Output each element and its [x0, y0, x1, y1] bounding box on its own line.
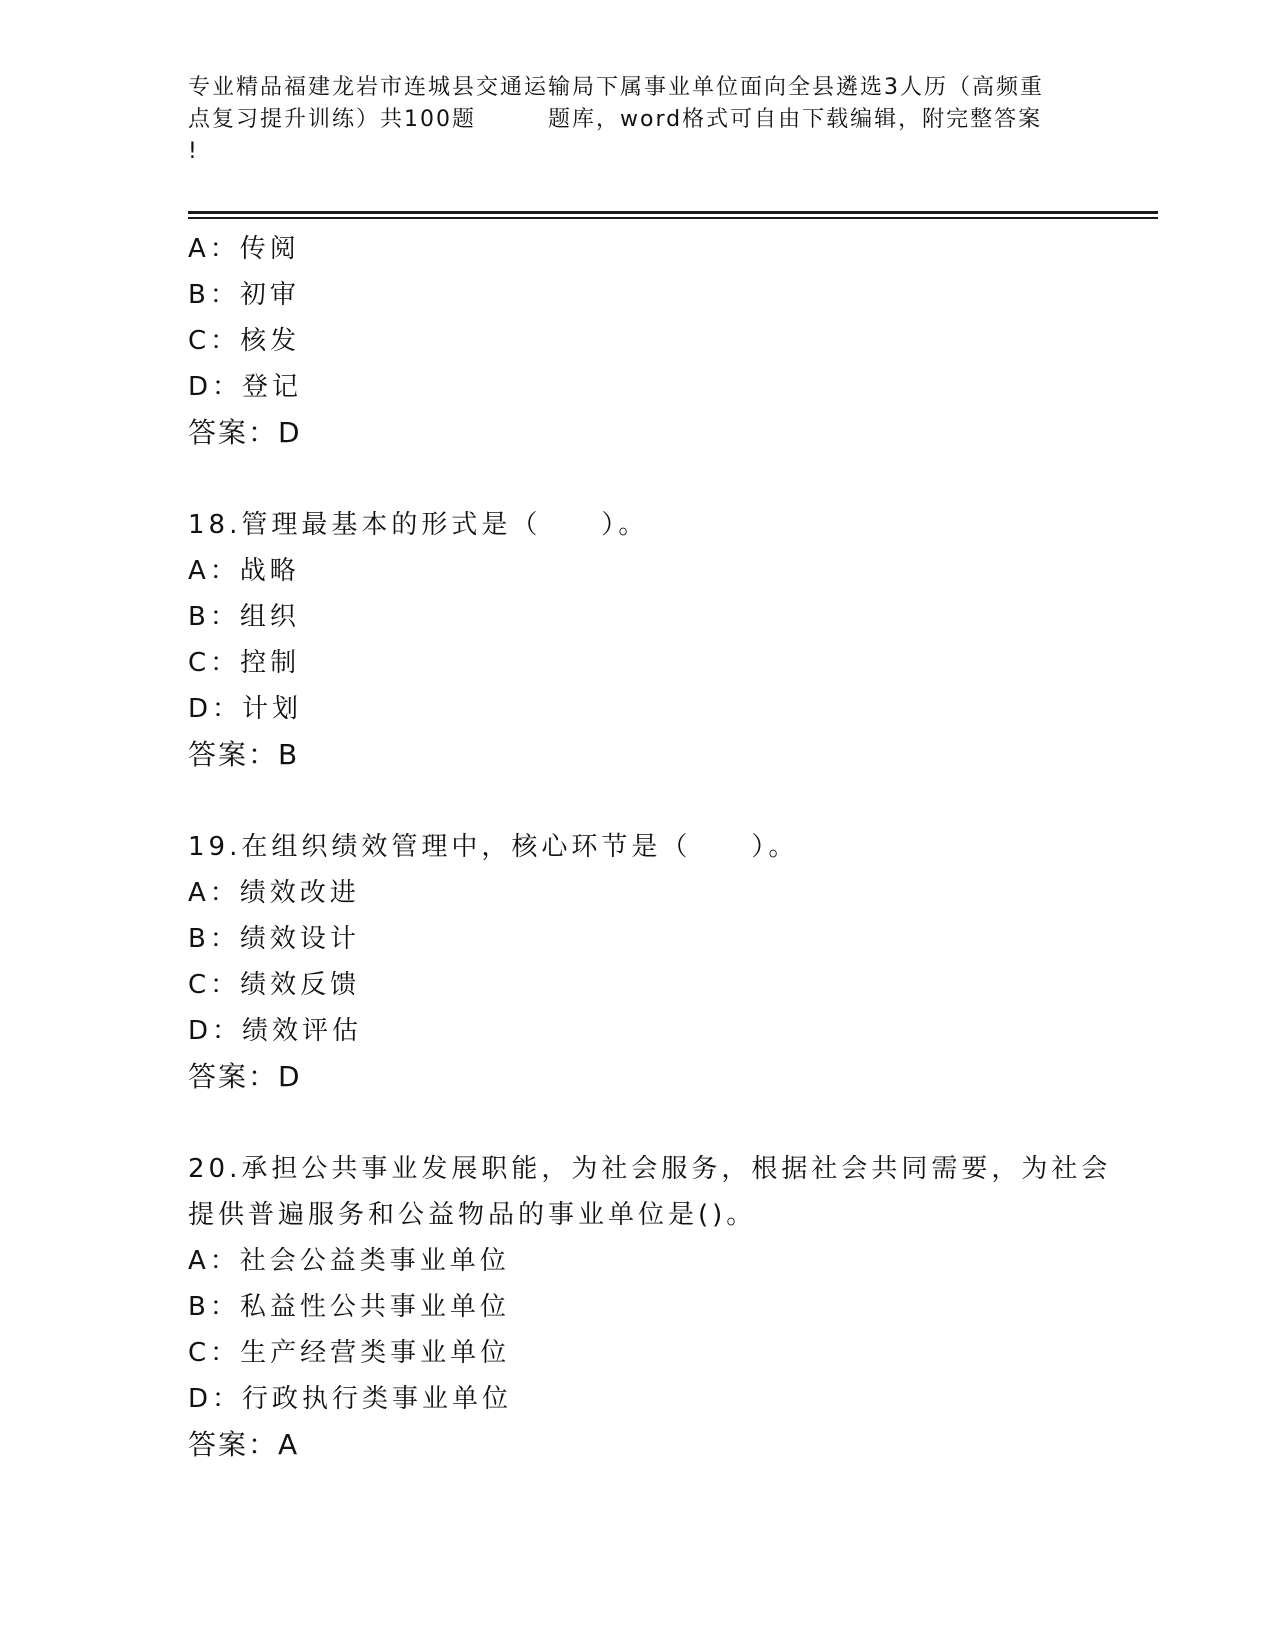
header-line-2b: 题库，word格式可自由下载编辑，附完整答案	[548, 107, 1043, 132]
question-stem	[188, 502, 1108, 548]
option-b: B：组织	[188, 602, 300, 632]
question-18	[188, 502, 1108, 778]
question-stem-line-1: 20.承担公共事业发展职能，为社会服务，根据社会共同需要，为社会	[188, 1154, 1112, 1184]
question-17	[188, 226, 1108, 456]
option-d: D：绩效评估	[188, 1016, 363, 1046]
option-d: D：行政执行类事业单位	[188, 1384, 513, 1414]
option-b: B：绩效设计	[188, 924, 360, 954]
header-line-2	[188, 104, 1098, 136]
question-stem-line-2: 提供普遍服务和公益物品的事业单位是()。	[188, 1200, 757, 1230]
document-header	[188, 72, 1098, 168]
question-list	[188, 226, 1112, 1468]
header-line-3: !	[188, 139, 199, 164]
option-d: D：登记	[188, 372, 303, 402]
question-stem-end: ）。	[601, 510, 649, 540]
option-c: C：控制	[188, 648, 301, 678]
option-d: D：计划	[188, 694, 303, 724]
option-a: A：战略	[188, 556, 300, 586]
answer-line: 答案：A	[188, 1428, 300, 1461]
option-a: A：传阅	[188, 234, 300, 264]
answer-line: 答案：B	[188, 738, 300, 771]
question-stem-start: 19.在组织绩效管理中，核心环节是（	[188, 832, 692, 862]
option-b: B：初审	[188, 280, 300, 310]
question-20	[188, 1146, 1112, 1468]
option-c: C：绩效反馈	[188, 970, 361, 1000]
header-line-1: 专业精品福建龙岩市连城县交通运输局下属事业单位面向全县遴选3人历（高频重	[188, 75, 1044, 100]
option-b: B：私益性公共事业单位	[188, 1292, 510, 1322]
option-a: A：社会公益类事业单位	[188, 1246, 510, 1276]
question-stem-end: ）。	[751, 832, 799, 862]
header-line-2a: 点复习提升训练）共100题	[188, 107, 476, 132]
answer-line: 答案：D	[188, 1060, 302, 1093]
answer-line: 答案：D	[188, 416, 302, 449]
option-a: A：绩效改进	[188, 878, 360, 908]
header-divider-thin	[188, 217, 1158, 219]
question-stem	[188, 824, 1108, 870]
question-19	[188, 824, 1108, 1100]
option-c: C：核发	[188, 326, 301, 356]
option-c: C：生产经营类事业单位	[188, 1338, 511, 1368]
question-stem-start: 18.管理最基本的形式是（	[188, 510, 542, 540]
header-divider-thick	[188, 211, 1158, 214]
